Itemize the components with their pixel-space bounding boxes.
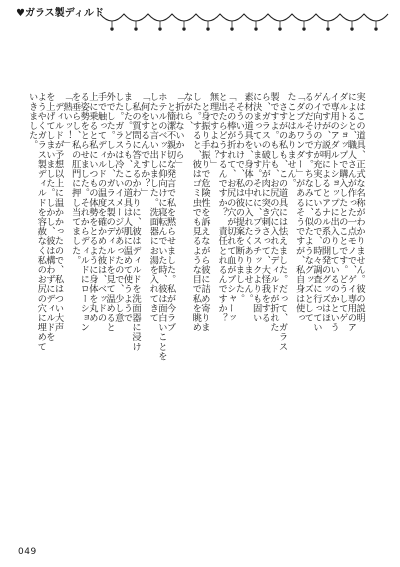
text-column: いきました。	[26, 92, 38, 150]
text-column: を垂らし、私の肛門に押し当てました。	[69, 92, 81, 265]
text-column: した。ガラスは冷たいイメージがあったので、少し意	[112, 92, 124, 323]
text-column: に決まっています。それに、プラスチックよりも固い	[250, 92, 262, 323]
text-column: と出たらどうするんですか？ 責任とれるんですか？	[216, 92, 228, 323]
text-column: そういうわけで、私は彼の提案を断りました。	[233, 92, 245, 304]
text-column: 「何をするんですか？」	[138, 92, 150, 198]
text-column: 私の質問に答えるかわりに、彼はディルドを洗面器に浸け	[130, 92, 141, 352]
text-column: したいと言い出しました。洗面器にお湯を入れてきて	[147, 92, 159, 323]
text-column: ダルトショップで購入したとのことです。どうしてゲ	[336, 92, 348, 323]
text-column: 手で触ってディルドの温度を確かめた彼は、ベッドの	[95, 92, 107, 323]
text-column: 「熱いッ！」	[61, 92, 73, 150]
text-column: 外でした。しかし、ガラス製のディルドを見て温めると	[104, 92, 116, 332]
text-column: 実はこの道具、正式な名称がわかりません。彼の説明	[354, 92, 365, 323]
text-column: さすがの私も、この道具には怯えました。だって、ガラス	[276, 92, 288, 352]
page-header	[0, 0, 400, 60]
text-column: を上げてしまいました。しかし、彼は構わずにディルドを	[43, 92, 55, 342]
text-column: んですが、説明によるとアナル系の開発のグッズはほ	[319, 92, 331, 323]
text-column: ようやくガラス製ディルドを容赦なく私のお尻の穴に埋めて	[35, 92, 47, 352]
text-column: 「その棒が折れて、お尻の穴が切れて血がブシャーッ	[224, 92, 236, 323]
text-column: るのだそうです。ちなみに、似たようなグッズとして	[302, 92, 314, 323]
text-column: 無理ですよね？」	[207, 92, 219, 169]
text-column: ながら、	[181, 92, 193, 131]
text-column: した。すると、彼はゴミ虫でも見るような目で私を眺め	[190, 92, 202, 332]
text-column: 「折れないから」	[173, 92, 185, 169]
text-column: たことはありません。	[285, 92, 297, 188]
chapter-title: ♥ガラス製ディルド	[16, 8, 104, 19]
text-column: と身振り手振りで危険性を訴えながら彼に詰め寄りま	[198, 92, 210, 332]
text-column: と簡潔不親切な発言で私を黙らせました。私が今ラブ	[164, 92, 176, 332]
text-column: ゲイ向けの方が充実しているので、時々調査に行ってい	[310, 92, 322, 332]
text-column: によると、職人さんが作った一点モノで、ゲイ専用のア	[345, 92, 357, 332]
text-column: 上に乗ると私にいつもの体勢をとるように身体を丸め	[86, 92, 98, 323]
text-column: イ専用のアダルトショップに出入りしているのかという	[328, 92, 340, 332]
text-column: 素材の道具を、身体の中に入れたくありません。	[242, 92, 253, 304]
text-column: ディルドが予想以上に温かかったので、私はつい大声	[52, 92, 64, 332]
text-column: ました。どうも、この道具は人肌に温めて使うようで	[121, 92, 133, 323]
body-text	[26, 92, 366, 540]
text-column: ホテルのベッドに仰向けに寝転んでいた時、彼は面白いことを	[155, 92, 167, 361]
text-column: 「ダブルワンダー」があるそうですが、私自身は使っ	[293, 92, 305, 323]
text-column: 製ですよ。もしも、お尻の穴に入れたディルドが折れた	[267, 92, 279, 332]
text-column: ら、ガラスの破片が肉に突き刺さって、大怪我をする	[259, 92, 271, 323]
text-column: る姿勢をとらせました。それからディルドにローション	[78, 92, 90, 332]
page-number: 049	[18, 547, 37, 557]
